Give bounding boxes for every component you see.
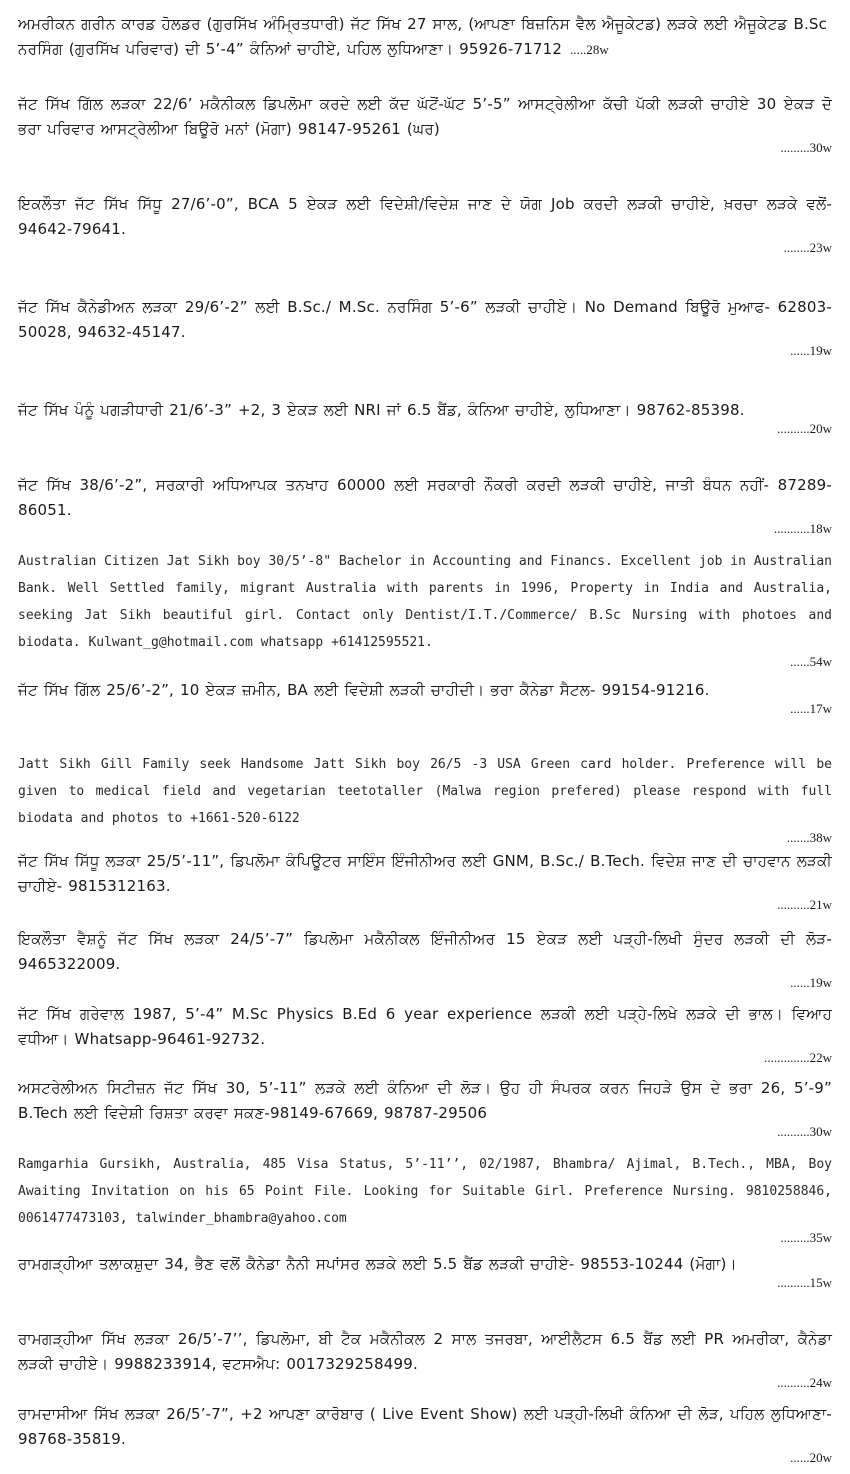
word-count: .......38w [786,830,832,845]
matrimonial-ad [18,927,832,991]
matrimonial-ad [18,12,832,62]
matrimonial-ad [18,473,832,537]
ad-text: ਜੱਟ ਸਿੱਖ ਪੰਨੂੰ ਪਗੜੀਧਾਰੀ 21/6’-3” +2, 3 ਏਕੜ ਲਈ NRI ਜਾਂ 6.5 ਬੈਂਡ, ਕੰਨਿਆ ਚਾਹੀਏ, ਲੁਧਿਆਣਾ। 98762-85398. [18,401,745,419]
matrimonial-ad [18,678,832,717]
matrimonial-ad [18,1151,832,1246]
word-count: ......20w [790,1450,832,1465]
matrimonial-ad [18,1076,832,1140]
matrimonial-ad [18,1327,832,1391]
ad-text: ਇਕਲੌਤਾ ਜੱਟ ਸਿੱਖ ਸਿੱਧੂ 27/6’-0”, BCA 5 ਏਕੜ ਲਈ ਵਿਦੇਸ਼ੀ/ਵਿਦੇਸ਼ ਜਾਣ ਦੇ ਯੋਗ Job ਕਰਦੀ ਲੜਕੀ ਚਾਹੀਏ, ਖ਼ਰਚਾ ਲੜਕੇ ਵਲੋਂ- 94642-79641. [18,195,832,238]
ad-text: ਅਮਰੀਕਨ ਗਰੀਨ ਕਾਰਡ ਹੋਲਡਰ (ਗੁਰਸਿੱਖ ਅੰਮ੍ਰਿਤਧਾਰੀ) ਜੱਟ ਸਿੱਖ 27 ਸਾਲ, (ਆਪਣਾ ਬਿਜ਼ਨਿਸ ਵੈਲ ਐਜੂਕੇਟਡ) ਲੜਕੇ ਲਈ ਐਜੂਕੇਟਡ B.Sc ਨਰਸਿੰਗ (ਗੁਰਸਿੱਖ ਪਰਿਵਾਰ) ਦੀ 5’-4” ਕੰਨਿਆਂ ਚਾਹੀਏ, ਪਹਿਲ ਲੁਧਿਆਣਾ। 95926-71712 [18,15,828,58]
word-count: ..........20w [777,421,832,436]
word-count: ..........15w [777,1275,832,1290]
word-count: .....28w [570,42,609,57]
ad-text: ਰਾਮਦਾਸੀਆ ਸਿੱਖ ਲੜਕਾ 26/5’-7”, +2 ਆਪਣਾ ਕਾਰੋਬਾਰ ( Live Event Show) ਲਈ ਪੜ੍ਹੀ-ਲਿਖੀ ਕੰਨਿਆ ਦੀ ਲੋੜ, ਪਹਿਲ ਲੁਧਿਆਣਾ- 98768-35819. [18,1405,832,1448]
ad-text: ਜੱਟ ਸਿੱਖ ਗਿੱਲ 25/6’-2”, 10 ਏਕੜ ਜ਼ਮੀਨ, BA ਲਈ ਵਿਦੇਸ਼ੀ ਲੜਕੀ ਚਾਹੀਦੀ। ਭਰਾ ਕੈਨੇਡਾ ਸੈਟਲ- 99154-91216. [18,681,710,699]
ad-text: ਰਾਮਗੜ੍ਹੀਆ ਸਿੱਖ ਲੜਕਾ 26/5’-7’’, ਡਿਪਲੋਮਾ, ਬੀ ਟੈਕ ਮਕੈਨੀਕਲ 2 ਸਾਲ ਤਜਰਬਾ, ਆਈਲੈਟਸ 6.5 ਬੈਂਡ ਲਈ PR ਅਮਰੀਕਾ, ਕੈਨੇਡਾ ਲੜਕੀ ਚਾਹੀਏ। 9988233914, ਵਟਸਐਪ: 0017329258499. [18,1330,832,1373]
matrimonial-ad [18,849,832,913]
word-count: .........35w [780,1230,832,1245]
ad-text: ਜੱਟ ਸਿੱਖ 38/6’-2”, ਸਰਕਾਰੀ ਅਧਿਆਪਕ ਤਨਖਾਹ 60000 ਲਈ ਸਰਕਾਰੀ ਨੌਕਰੀ ਕਰਦੀ ਲੜਕੀ ਚਾਹੀਏ, ਜਾਤੀ ਬੰਧਨ ਨਹੀਂ- 87289-86051. [18,476,832,519]
ad-text: ਇਕਲੌਤਾ ਵੈਸ਼ਨੂੰ ਜੱਟ ਸਿੱਖ ਲੜਕਾ 24/5’-7” ਡਿਪਲੋਮਾ ਮਕੈਨੀਕਲ ਇੰਜੀਨੀਅਰ 15 ਏਕੜ ਲਈ ਪੜ੍ਹੀ-ਲਿਖੀ ਸੁੰਦਰ ਲੜਕੀ ਦੀ ਲੋੜ- 9465322009. [18,930,832,973]
matrimonial-ad [18,295,832,359]
matrimonial-ad [18,1402,832,1466]
word-count: ......19w [790,975,832,990]
word-count: ......17w [790,701,832,716]
matrimonial-ad [18,1002,832,1066]
ad-text: ਜੱਟ ਸਿੱਖ ਕੈਨੇਡੀਅਨ ਲੜਕਾ 29/6’-2” ਲਈ B.Sc./ M.Sc. ਨਰਸਿੰਗ 5’-6” ਲੜਕੀ ਚਾਹੀਏ। No Demand ਬਿਊਰੋ ਮੁਆਫ- 62803-50028, 94632-45147. [18,298,832,341]
ad-text: ਜੱਟ ਸਿੱਖ ਗਿੱਲ ਲੜਕਾ 22/6’ ਮਕੈਨੀਕਲ ਡਿਪਲੋਮਾ ਕਰਦੇ ਲਈ ਕੱਦ ਘੱਟੋਂ-ਘੱਟ 5’-5” ਆਸਟ੍ਰੇਲੀਆ ਕੱਚੀ ਪੱਕੀ ਲੜਕੀ ਚਾਹੀਏ 30 ਏਕੜ ਦੋ ਭਰਾ ਪਰਿਵਾਰ ਆਸਟ੍ਰੇਲੀਆ ਬਿਊਰੋ ਮਨਾਂ (ਮੋਗਾ) 98147-95261 (ਘਰ) [18,95,832,138]
word-count: ...........18w [773,521,832,536]
ad-text: Jatt Sikh Gill Family seek Handsome Jatt Sikh boy 26/5 -3 USA Green card holder. Preference will be given to medical field and vegetarian teetotaller (Malwa region prefered) please respond with full biodata and photos to +1661-520-6122 [18,757,832,826]
ad-text: ਜੱਟ ਸਿੱਖ ਸਿੱਧੂ ਲੜਕਾ 25/5’-11”, ਡਿਪਲੋਮਾ ਕੰਪਿਊਟਰ ਸਾਇੰਸ ਇੰਜੀਨੀਅਰ ਲਈ GNM, B.Sc./ B.Tech. ਵਿਦੇਸ਼ ਜਾਣ ਦੀ ਚਾਹਵਾਨ ਲੜਕੀ ਚਾਹੀਏ- 9815312163. [18,852,832,895]
matrimonial-ad [18,192,832,256]
word-count: .........30w [780,140,832,155]
ad-text: ਜੱਟ ਸਿੱਖ ਗਰੇਵਾਲ 1987, 5’-4” M.Sc Physics B.Ed 6 year experience ਲੜਕੀ ਲਈ ਪੜ੍ਹੇ-ਲਿਖੇ ਲੜਕੇ ਦੀ ਭਾਲ। ਵਿਆਹ ਵਧੀਆ। Whatsapp-96461-92732. [18,1005,832,1048]
matrimonial-ad [18,1252,832,1291]
word-count: ......54w [790,654,832,669]
word-count: ..........24w [777,1375,832,1390]
word-count: ......19w [790,343,832,358]
ad-text: ਰਾਮਗੜ੍ਹੀਆ ਤਲਾਕਸ਼ੁਦਾ 34, ਭੈਣ ਵਲੋਂ ਕੈਨੇਡਾ ਨੈਨੀ ਸਪਾਂਸਰ ਲੜਕੇ ਲਈ 5.5 ਬੈਂਡ ਲੜਕੀ ਚਾਹੀਏ- 98553-10244 (ਮੋਗਾ)। [18,1255,737,1273]
ad-text: Ramgarhia Gursikh, Australia, 485 Visa Status, 5’-11’’, 02/1987, Bhambra/ Ajimal, B.Tech., MBA, Boy Awaiting Invitation on his 65 Point File. Looking for Suitable Girl. Preference Nursing. 9810258846, 0061477473103, talwinder_bhambra@yahoo.com [18,1157,832,1226]
word-count: ..........30w [777,1124,832,1139]
matrimonial-ad [18,751,832,846]
word-count: ..........21w [777,897,832,912]
word-count: ..............22w [764,1050,832,1065]
matrimonial-ad [18,398,832,437]
word-count: ........23w [783,240,832,255]
matrimonial-ad [18,548,832,670]
ad-text: Australian Citizen Jat Sikh boy 30/5’-8" Bachelor in Accounting and Financs. Excellent job in Australian Bank. Well Settled family, migrant Australia with parents in 1996, Property in India and Australia, seeking Jat Sikh beautiful girl. Contact only Dentist/I.T./Commerce/ B.Sc Nursing with photoes and biodata. Kulwant_g@hotmail.com whatsapp +61412595521. [18,554,832,650]
matrimonial-ad [18,92,832,156]
ad-text: ਅਸਟਰੇਲੀਅਨ ਸਿਟੀਜ਼ਨ ਜੱਟ ਸਿੱਖ 30, 5’-11” ਲੜਕੇ ਲਈ ਕੰਨਿਆ ਦੀ ਲੋੜ। ਉਹ ਹੀ ਸੰਪਰਕ ਕਰਨ ਜਿਹੜੇ ਉਸ ਦੇ ਭਰਾ 26, 5’-9” B.Tech ਲਈ ਵਿਦੇਸ਼ੀ ਰਿਸ਼ਤਾ ਕਰਵਾ ਸਕਣ-98149-67669, 98787-29506 [18,1079,832,1122]
